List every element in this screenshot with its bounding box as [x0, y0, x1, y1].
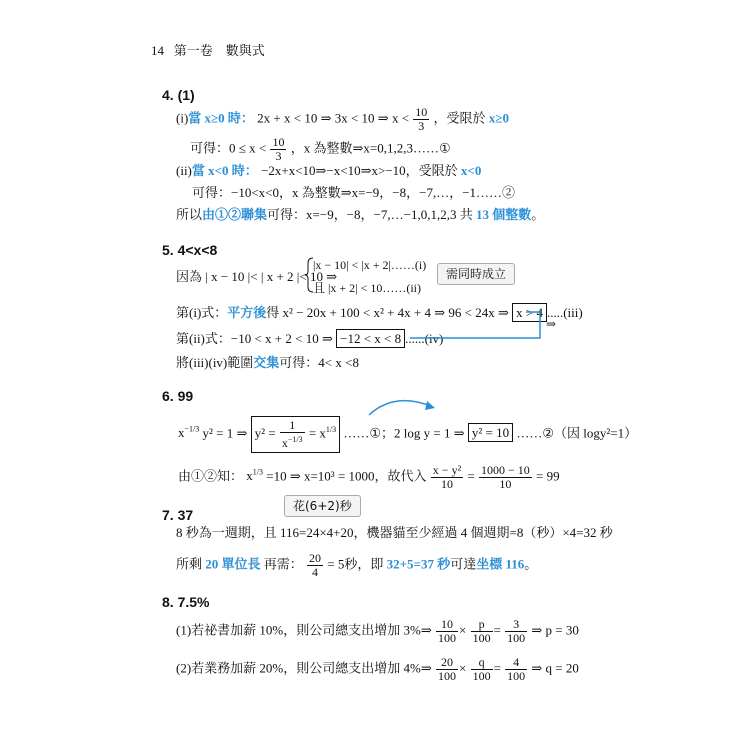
q8-line2: (2)若業務加薪 20%，則公司總支出增加 4%⇒ $\frac{20}{100}$ × $\frac{q}{100}$ = $\frac{4}{100}$ ⇒ q = 20: [176, 655, 579, 683]
boxed-result: −12 < x < 8: [336, 329, 405, 348]
q5-because: 因為 | x − 10 |< | x + 2 |< 10 ⇒: [176, 269, 338, 284]
q5-line-ii: 第(ii)式：−10 < x + 2 < 10 ⇒ −12 < x < 8 ......(iv): [176, 331, 444, 346]
fraction: $\frac{10}{3}$: [272, 135, 285, 163]
q4-case-i: (i)當 x≥0 時： 2x + x < 10 ⇒ 3x < 10 ⇒ x < $\frac{10}{3}$ ，受限於 x≥0: [176, 105, 509, 133]
fraction: $\frac{20}{100}$: [437, 655, 456, 683]
fraction: $\frac{20}{4}$: [309, 551, 322, 579]
boxed-result: x > 4: [512, 303, 547, 322]
q5-case2: 且 |x + 2| < 10……(ii): [313, 281, 422, 295]
q6-line1: $x^{-1/3}$ y² = 1 ⇒ y² = $\frac{1}{x^{-1/3}}$ = $x^{1/3}$ ……①；2 log y = 1 ⇒ y² = 10 ……②（因 logy²=1）: [178, 416, 637, 453]
q5-final: 將(iii)(iv)範圍交集可得：4< x <8: [176, 355, 359, 370]
q4-conclusion: 所以由①②聯集可得：x=−9，−8，−7,…−1,0,1,2,3 共 13 個整數。: [176, 207, 545, 222]
x-power: $x^{-1/3}$: [178, 425, 200, 441]
q7-line1: 8 秒為一週期，且 116=24×4+20，機器貓至少經過 4 個週期=8（秒）×4=32 秒: [176, 525, 613, 540]
q6-title: 6. 99: [162, 388, 194, 404]
q7-line2: 所剩 20 單位長 再需： $\frac{20}{4}$ = 5秒，即 32+5=37 秒可達坐標 116。: [176, 551, 538, 579]
q4-get2: 可得：−10<x<0，x 為整數⇒x=−9，−8，−7,…，−1……②: [192, 185, 516, 200]
curved-arrow-icon: [365, 395, 445, 417]
fraction: $\frac{\text{x − y²}}{10}$: [432, 463, 462, 491]
fraction: $\frac{1}{x^{-1/3}}$: [281, 418, 303, 450]
fraction: $\frac{10}{3}$: [415, 105, 428, 133]
volume-label: 第一卷: [173, 43, 213, 58]
q5-note-bubble: 需同時成立: [437, 263, 515, 285]
q8-line1: (1)若祕書加薪 10%，則公司總支出增加 3%⇒ $\frac{10}{100}$ × $\frac{p}{100}$ = $\frac{3}{100}$ ⇒ p = 30: [176, 617, 579, 645]
merge-bracket-icon: [400, 308, 550, 342]
fraction: $\frac{3}{100}$: [507, 617, 526, 645]
page-number: 14: [151, 43, 164, 58]
q5-line-i: 第(i)式：平方後得 x² − 20x + 100 < x² + 4x + 4 ⇒ 96 < 24x ⇒ x > 4 .....(iii): [176, 305, 583, 320]
q8-title: 8. 7.5%: [162, 594, 210, 610]
q4-case-ii: (ii)當 x<0 時： −2x+x<10⇒−x<10⇒x>−10，受限於 x<0: [176, 163, 482, 178]
fraction: $\frac{10}{100}$: [437, 617, 456, 645]
merge-arrow: ⇒: [546, 317, 557, 331]
q4-get1: 可得：0 ≤ x < $\frac{10}{3}$ ，x 為整數⇒x=0,1,2,3……①: [190, 135, 451, 163]
q5-case1: |x − 10| < |x + 2|……(i): [313, 258, 427, 272]
q4-title: 4. (1): [162, 87, 195, 103]
q5-title: 5. 4<x<8: [162, 242, 218, 258]
q6-line2: 由①②知： $x^{1/3} =10$ ⇒ x=10³ = 1000，故代入 $\frac{\text{x − y²}}{10}$ = $\frac{1000 - 10}{10}$ = 99: [178, 463, 560, 491]
fraction: $\frac{1000 - 10}{10}$: [481, 463, 530, 491]
fraction: $\frac{p}{100}$: [472, 617, 491, 645]
fraction: $\frac{q}{100}$: [472, 655, 491, 683]
chapter-label: 數與式: [225, 43, 265, 58]
fraction: $\frac{4}{100}$: [507, 655, 526, 683]
q7-title: 7. 37: [162, 507, 194, 523]
page-header: [151, 44, 265, 57]
q7-note-bubble: 花(6+2)秒: [284, 495, 361, 517]
boxed-result: y² = $\frac{1}{x^{-1/3}}$ = $x^{1/3}$: [251, 416, 341, 453]
boxed-result: y² = 10: [468, 423, 513, 442]
